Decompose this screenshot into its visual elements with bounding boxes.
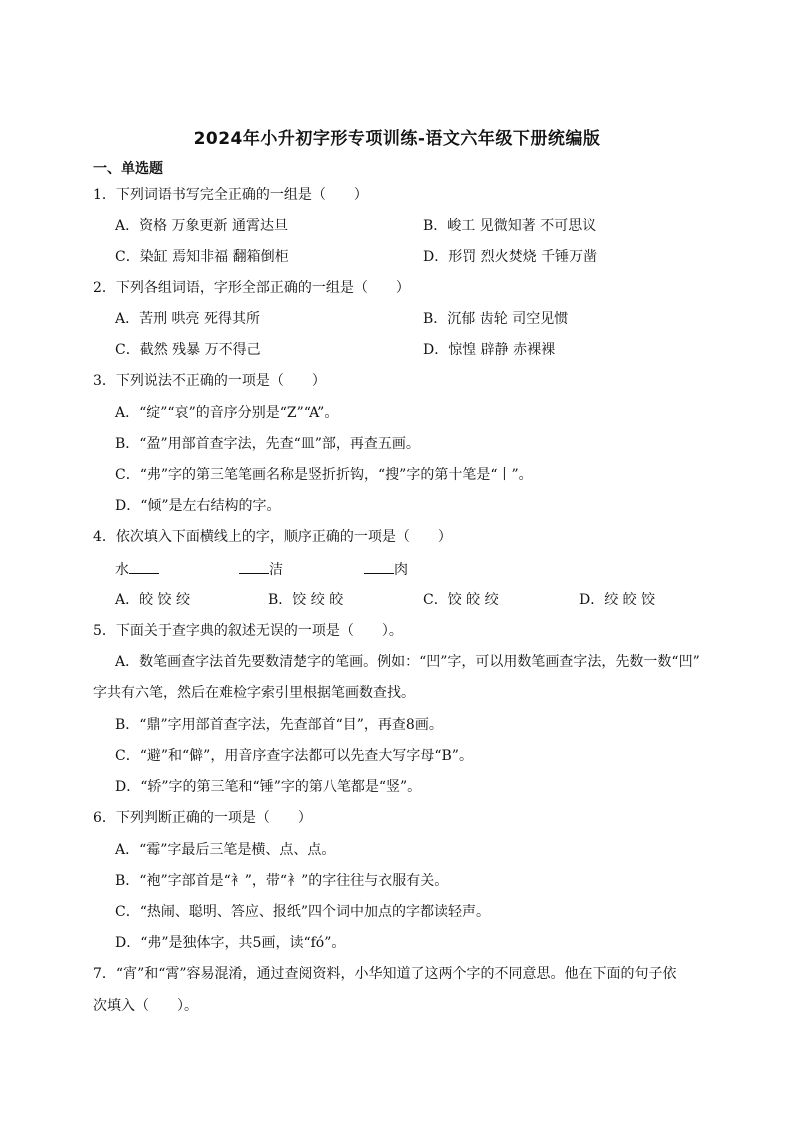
- section-heading: 一、单选题: [93, 161, 163, 177]
- question-3-option-a: A．“绽”“哀”的音序分别是“Z”“A”。: [115, 405, 339, 421]
- question-4-option-b: B．饺 绞 皎: [268, 592, 344, 608]
- blank-line: [239, 559, 269, 574]
- fill-3-suffix: 肉: [394, 562, 408, 578]
- question-4-fill-1: [115, 559, 159, 580]
- question-4-stem: 4．依次填入下面横线上的字，顺序正确的一项是（ ）: [93, 529, 452, 545]
- blank-line: [129, 559, 159, 574]
- question-3-option-c: C．“弗”字的第三笔笔画名称是竖折折钩，“搜”字的第十笔是“丨”。: [115, 467, 533, 483]
- question-1-option-b: B．峻工 见微知著 不可思议: [423, 218, 597, 234]
- question-1-option-c: C．染缸 焉知非福 翻箱倒柜: [115, 249, 289, 265]
- page-title: 2024年小升初字形专项训练-语文六年级下册统编版: [193, 129, 601, 149]
- question-3-option-d: D．“倾”是左右结构的字。: [115, 498, 281, 514]
- blank-line: [364, 559, 394, 574]
- question-2-option-b: B．沉郁 齿轮 司空见惯: [423, 311, 569, 327]
- question-7-stem-line1: 7．“宵”和“霄”容易混淆，通过查阅资料，小华知道了这两个字的不同意思。他在下面的句子依: [93, 966, 677, 982]
- question-2-option-a: A．苦刑 哄亮 死得其所: [115, 311, 261, 327]
- question-4-fill-3: [364, 559, 408, 580]
- question-6-stem: 6．下列判断正确的一项是（ ）: [93, 810, 312, 826]
- fill-2-suffix: 洁: [269, 562, 283, 578]
- question-5-option-b: B．“鼎”字用部首查字法，先查部首“目”，再查8画。: [115, 717, 443, 733]
- question-7-stem-line2: 次填入（ ）。: [93, 998, 198, 1014]
- question-5-option-a-line1: A．数笔画查字法首先要数清楚字的笔画。例如：“凹”字，可以用数笔画查字法，先数一数“凹”: [115, 654, 700, 670]
- question-5-option-a-line2: 字共有六笔，然后在难检字索引里根据笔画数查找。: [93, 685, 415, 701]
- question-1-option-a: A．资格 万象更新 通霄达旦: [115, 218, 289, 234]
- question-4-option-c: C．饺 皎 绞: [423, 592, 499, 608]
- question-3-stem: 3．下列说法不正确的一项是（ ）: [93, 373, 326, 389]
- question-4-option-a: A．皎 饺 绞: [115, 592, 191, 608]
- question-6-option-d: D．“弗”是独体字，共5画，读“fó”。: [115, 935, 346, 951]
- question-5-stem: 5．下面关于查字典的叙述无误的一项是（ ）。: [93, 623, 403, 639]
- question-4-fill-2: [239, 559, 283, 580]
- question-2-stem: 2．下列各组词语，字形全部正确的一组是（ ）: [93, 280, 410, 296]
- question-6-option-a: A．“霉”字最后三笔是横、点、点。: [115, 842, 336, 858]
- question-4-option-d: D．绞 皎 饺: [579, 592, 656, 608]
- question-1-stem: 1．下列词语书写完全正确的一组是（ ）: [93, 187, 368, 203]
- question-2-option-c: C．截然 残暴 万不得己: [115, 342, 261, 358]
- fill-1-prefix: 水: [115, 562, 129, 578]
- question-2-option-d: D．惊惶 辟静 赤裸裸: [423, 342, 556, 358]
- question-5-option-d: D．“轿”字的第三笔和“锤”字的第八笔都是“竖”。: [115, 779, 422, 795]
- question-1-option-d: D．形罚 烈火焚烧 千锤万凿: [423, 249, 598, 265]
- question-5-option-c: C．“避”和“僻”，用音序查字法都可以先查大写字母“B”。: [115, 748, 473, 764]
- question-6-option-c: C．“热闹、聪明、答应、报纸”四个词中加点的字都读轻声。: [115, 904, 491, 920]
- question-6-option-b: B．“袍”字部首是“衤”，带“衤”的字往往与衣服有关。: [115, 873, 449, 889]
- question-3-option-b: B．“盈”用部首查字法，先查“皿”部，再查五画。: [115, 436, 420, 452]
